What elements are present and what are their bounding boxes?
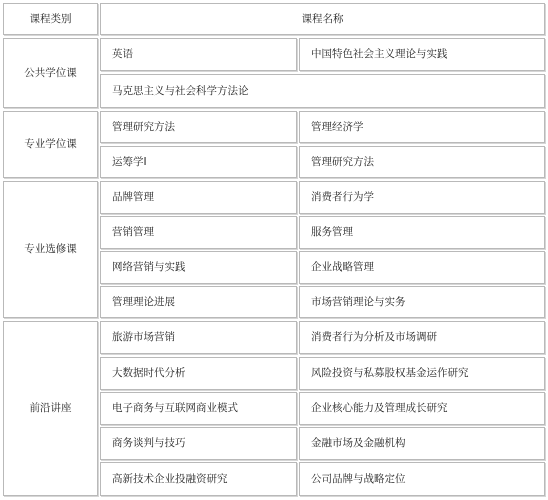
course-cell xyxy=(100,181,297,214)
course-cell xyxy=(100,111,297,143)
course-name: 英语 xyxy=(112,48,133,61)
category-label: 专业选修课 xyxy=(24,243,77,256)
course-name: 营销管理 xyxy=(112,226,154,239)
course-name: 企业战略管理 xyxy=(311,261,374,274)
course-cell xyxy=(100,74,545,108)
course-name: 中国特色社会主义理论与实践 xyxy=(311,48,448,61)
course-cell xyxy=(299,286,545,318)
category-professional-elective xyxy=(3,181,98,318)
course-cell xyxy=(100,286,297,318)
course-name: 管理研究方法 xyxy=(112,120,175,133)
course-cell xyxy=(100,216,297,249)
course-name: 服务管理 xyxy=(311,226,353,239)
course-cell xyxy=(299,321,545,354)
course-name: 市场营销理论与实务 xyxy=(311,295,406,308)
course-name: 公司品牌与战略定位 xyxy=(311,472,406,485)
course-cell xyxy=(299,38,545,71)
course-name: 消费者行为学 xyxy=(311,191,374,204)
course-name: 马克思主义与社会科学方法论 xyxy=(112,84,249,97)
course-cell xyxy=(100,38,297,71)
course-cell xyxy=(299,181,545,214)
category-professional-degree xyxy=(3,111,98,178)
header-category-label: 课程类别 xyxy=(29,12,72,25)
course-name: 高新技术企业投融资研究 xyxy=(112,472,228,485)
course-name: 电子商务与互联网商业模式 xyxy=(112,402,238,415)
course-cell xyxy=(299,146,545,178)
category-label: 前沿讲座 xyxy=(29,402,72,415)
course-cell xyxy=(100,251,297,284)
course-cell xyxy=(299,392,545,425)
course-name: 企业核心能力及管理成长研究 xyxy=(311,402,448,415)
category-label: 专业学位课 xyxy=(24,138,77,151)
category-frontier-lectures xyxy=(3,321,98,496)
course-cell xyxy=(299,251,545,284)
course-cell xyxy=(299,427,545,460)
course-cell xyxy=(299,462,545,496)
course-cell xyxy=(100,427,297,460)
course-cell xyxy=(299,216,545,249)
course-cell xyxy=(299,111,545,143)
course-cell xyxy=(100,321,297,354)
course-name: 品牌管理 xyxy=(112,191,154,204)
category-public-degree xyxy=(3,38,98,108)
course-cell xyxy=(100,462,297,496)
course-name: 管理经济学 xyxy=(311,120,364,133)
course-cell xyxy=(100,357,297,390)
course-name: 管理研究方法 xyxy=(311,155,374,168)
header-category xyxy=(3,3,98,35)
course-name: 运筹学I xyxy=(112,155,147,168)
course-name: 网络营销与实践 xyxy=(112,261,186,274)
course-name: 风险投资与私募股权基金运作研究 xyxy=(311,367,469,380)
course-name: 管理理论进展 xyxy=(112,295,175,308)
course-cell xyxy=(299,357,545,390)
header-course-label: 课程名称 xyxy=(301,12,344,25)
category-label: 公共学位课 xyxy=(24,66,77,79)
course-name: 大数据时代分析 xyxy=(112,367,186,380)
course-name: 金融市场及金融机构 xyxy=(311,437,406,450)
course-name: 商务谈判与技巧 xyxy=(112,437,186,450)
header-course xyxy=(100,3,545,35)
course-cell xyxy=(100,392,297,425)
course-name: 消费者行为分析及市场调研 xyxy=(311,331,437,344)
course-name: 旅游市场营销 xyxy=(112,331,175,344)
course-cell xyxy=(100,146,297,178)
